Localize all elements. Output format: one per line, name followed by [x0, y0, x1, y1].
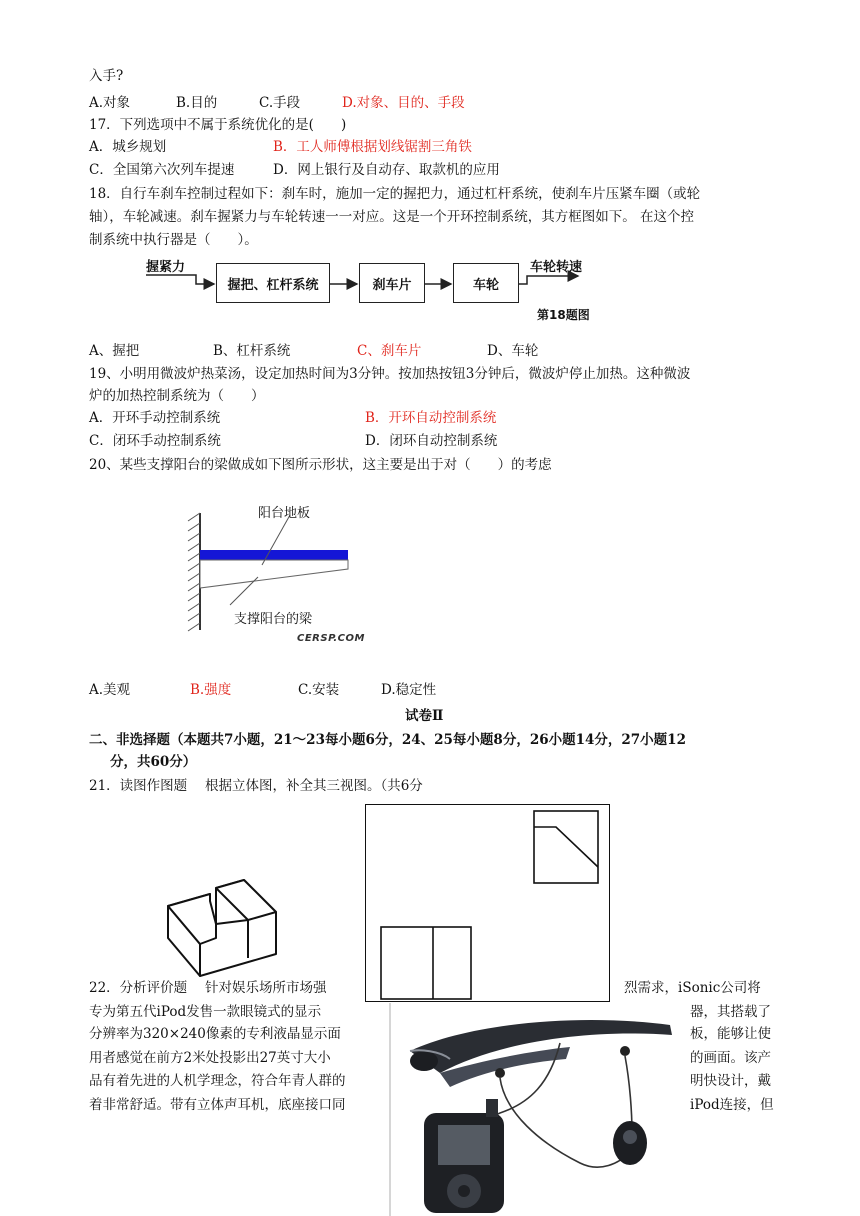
figure-watermark: CERSP.COM: [297, 633, 365, 644]
q21-isometric-solid: [160, 866, 290, 986]
q16-tail: 入手?: [89, 68, 124, 84]
q22-line1-left: 22．分析评价题 针对娱乐场所市场强: [89, 980, 327, 996]
q17-option-c: C．全国第六次列车提速: [89, 162, 235, 178]
q16-option-b: B.目的: [176, 95, 218, 111]
q16-option-c: C.手段: [259, 95, 301, 111]
q19-stem-line2: 炉的加热控制系统为（ ）: [89, 388, 265, 404]
q18-stem-line1: 18．自行车刹车控制过程如下：刹车时，施加一定的握把力，通过杠杆系统，使刹车片压紧车圈（或轮: [89, 186, 701, 202]
q20-stem: 20、某些支撑阳台的梁做成如下图所示形状，这主要是出于对（ ）的考虑: [89, 457, 552, 473]
q22-line3-right: 板，能够让使: [690, 1026, 771, 1042]
diagram-box-brake-pad: 刹车片: [359, 263, 425, 303]
q18-option-c-answer: C、刹车片: [357, 343, 422, 359]
q18-option-d: D、车轮: [487, 343, 539, 359]
q19-option-b-answer: B．开环自动控制系统: [365, 410, 497, 426]
paper-ii-title: 试卷Ⅱ: [405, 708, 444, 724]
diagram-output-label: 车轮转速: [530, 260, 583, 275]
diagram-box-lever-system: 握把、杠杆系统: [216, 263, 330, 303]
label-support-beam: 支撑阳台的梁: [234, 612, 313, 627]
q22-line6-left: 着非常舒适。带有立体声耳机，底座接口同: [89, 1097, 346, 1113]
q17-option-a: A．城乡规划: [89, 139, 167, 155]
q18-stem-line2: 轴），车轮减速。刹车握紧力与车轮转速一一对应。这是一个开环控制系统，其方框图如下。 在这个控: [89, 209, 695, 225]
q19-option-c: C．闭环手动控制系统: [89, 433, 221, 449]
q20-option-a: A.美观: [89, 682, 131, 698]
q22-line3-left: 分辨率为320×240像素的专利液晶显示面: [89, 1026, 341, 1042]
q20-option-d: D.稳定性: [381, 682, 437, 698]
q18-option-a: A、握把: [89, 343, 140, 359]
q16-option-a: A.对象: [89, 95, 131, 111]
diagram-input-label: 握紧力: [146, 260, 186, 275]
q20-option-c: C.安装: [298, 682, 340, 698]
q22-line2-right: 器，其搭载了: [690, 1004, 771, 1020]
section2-heading-line2: 分，共60分）: [110, 754, 197, 770]
q19-option-d: D．闭环自动控制系统: [365, 433, 498, 449]
q19-option-a: A．开环手动控制系统: [89, 410, 221, 426]
q22-line2-left: 专为第五代iPod发售一款眼镜式的显示: [89, 1004, 322, 1020]
q17-option-b-answer: B．工人师傅根据划线锯割三角铁: [273, 139, 472, 155]
q18-stem-line3: 制系统中执行器是（ ）。: [89, 232, 258, 248]
q22-line5-right: 明快设计，戴: [690, 1073, 771, 1089]
q22-video-glasses-image: [380, 1003, 690, 1216]
q20-option-b-answer: B.强度: [190, 682, 232, 698]
q18-option-b: B、杠杆系统: [213, 343, 291, 359]
q22-line5-left: 品有着先进的人机学理念，符合年青人群的: [89, 1073, 346, 1089]
three-view-drawing: [366, 805, 609, 1001]
q16-option-d-answer: D.对象、目的、手段: [342, 95, 465, 111]
q17-stem: 17．下列选项中不属于系统优化的是( ): [89, 117, 347, 133]
q19-stem-line1: 19、小明用微波炉热菜汤，设定加热时间为3分钟。按加热按钮3分钟后，微波炉停止加热。这种微波: [89, 366, 691, 382]
q22-line6-right: iPod连接，但: [690, 1097, 774, 1113]
q22-line4-right: 的画面。该产: [690, 1050, 771, 1066]
section2-heading-line1: 二、非选择题（本题共7小题，21～23每小题6分，24、25每小题8分，26小题14分，27小题12: [89, 732, 686, 748]
diagram-box-wheel: 车轮: [453, 263, 519, 303]
q21-three-view-frame: [365, 804, 610, 1002]
q21-stem: 21．读图作图题 根据立体图，补全其三视图。（共6分: [89, 778, 423, 794]
diagram-arrows: [0, 0, 860, 340]
diagram-caption: 第18题图: [537, 308, 590, 322]
label-balcony-floor: 阳台地板: [258, 506, 311, 521]
q22-line4-left: 用者感觉在前方2米处投影出27英寸大小: [89, 1050, 331, 1066]
q22-line1-right: 烈需求，iSonic公司将: [624, 980, 761, 996]
q17-option-d: D．网上银行及自动存、取款机的应用: [273, 162, 500, 178]
